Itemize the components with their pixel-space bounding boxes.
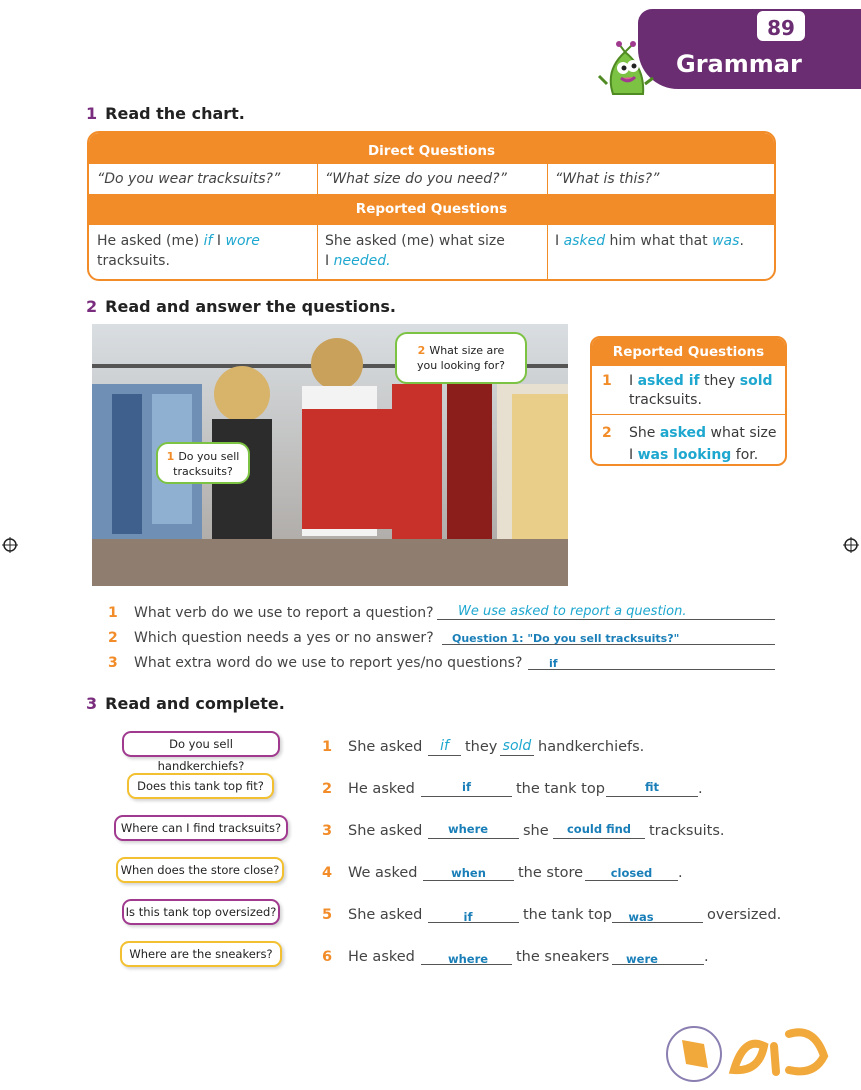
item-2-text-c: . <box>698 781 703 797</box>
item-2-answer-1: if <box>462 780 471 794</box>
answer-line-1[interactable] <box>437 619 775 620</box>
item-3-blank-1[interactable] <box>428 838 519 839</box>
item-2-answer-2: fit <box>644 780 660 794</box>
item-5-answer-1: if <box>463 910 473 924</box>
mascot-icon <box>595 40 659 104</box>
item-1-blank-2[interactable] <box>500 755 534 756</box>
section-2-number: 2 <box>86 297 98 316</box>
watermark-logo-icon <box>664 1016 844 1086</box>
question-2: 2 Which question needs a yes or no answer? <box>108 630 434 646</box>
item-3-number: 3 <box>322 823 333 839</box>
item-4-text-a: We asked <box>348 865 418 881</box>
item-1-number: 1 <box>322 739 333 755</box>
reported-box-header: Reported Questions <box>592 338 785 366</box>
speech-bubble-1: 1 Do you sell tracksuits? <box>156 442 250 484</box>
item-1-answer-2: sold <box>502 738 532 754</box>
item-4-blank-1[interactable] <box>423 880 514 881</box>
section-3-label: Read and complete. <box>105 694 285 713</box>
item-6-text-b: the sneakers <box>516 949 610 965</box>
item-4-answer-2: closed <box>610 866 653 880</box>
direct-question-2: “What size do you need?” <box>325 171 507 187</box>
registration-mark-icon <box>843 537 859 553</box>
item-2-blank-2[interactable] <box>606 796 698 797</box>
section-1-title <box>86 104 245 123</box>
registration-mark-icon <box>2 537 18 553</box>
answer-2: Question 1: "Do you sell tracksuits?" <box>452 632 680 645</box>
prompt-2: Does this tank top fit? <box>127 773 274 799</box>
item-6-text-c: . <box>704 949 709 965</box>
item-6-answer-2: were <box>626 952 658 966</box>
section-2-title <box>86 297 396 316</box>
prompt-6: Where are the sneakers? <box>120 941 282 967</box>
item-1-answer-1: if <box>440 738 449 754</box>
item-3-blank-2[interactable] <box>553 838 645 839</box>
reported-box-item-2: 2 She asked what size I was looking for. <box>602 425 777 463</box>
prompt-1: Do you sell handkerchiefs? <box>122 731 280 757</box>
reported-questions-box <box>590 336 787 466</box>
direct-question-3: “What is this?” <box>555 171 660 187</box>
item-6-text-a: He asked <box>348 949 415 965</box>
direct-questions-header: Direct Questions <box>89 133 774 164</box>
item-3-text-c: tracksuits. <box>649 823 725 839</box>
item-5-answer-2: was <box>628 910 654 924</box>
item-1-text-b: they <box>465 739 498 755</box>
answer-line-3[interactable] <box>528 669 775 670</box>
question-1: 1 What verb do we use to report a question? <box>108 605 434 621</box>
item-4-text-b: the store <box>518 865 584 881</box>
section-1-label: Read the chart. <box>105 104 245 123</box>
item-6-answer-1: where <box>447 952 489 966</box>
item-3-text-a: She asked <box>348 823 423 839</box>
item-5-text-a: She asked <box>348 907 423 923</box>
item-1-text-a: She asked <box>348 739 423 755</box>
prompt-5: Is this tank top oversized? <box>122 899 280 925</box>
item-4-blank-2[interactable] <box>585 880 678 881</box>
section-2-label: Read and answer the questions. <box>105 297 396 316</box>
direct-question-1: “Do you wear tracksuits?” <box>97 171 281 187</box>
item-2-text-b: the tank top <box>516 781 605 797</box>
item-2-text-a: He asked <box>348 781 415 797</box>
item-3-answer-1: where <box>447 822 489 836</box>
section-3-number: 3 <box>86 694 98 713</box>
reported-box-item-1: 1 I asked if they sold tracksuits. <box>602 373 773 408</box>
answer-1: We use asked to report a question. <box>458 604 687 619</box>
answer-3: if <box>549 657 558 670</box>
reported-cell-3: I asked him what that was. <box>555 233 744 249</box>
store-photo <box>92 324 568 586</box>
question-3: 3 What extra word do we use to report yes/no questions? <box>108 655 523 671</box>
item-1-blank-1[interactable] <box>428 755 461 756</box>
reported-cell-1: He asked (me) if I wore tracksuits. <box>97 233 260 269</box>
section-1-number: 1 <box>86 104 98 123</box>
page-title: Grammar <box>676 50 802 78</box>
item-3-text-b: she <box>523 823 549 839</box>
item-2-blank-1[interactable] <box>421 796 512 797</box>
item-6-number: 6 <box>322 949 333 965</box>
reported-questions-header: Reported Questions <box>89 194 774 225</box>
speech-bubble-2: 2 What size are you looking for? <box>395 332 527 384</box>
prompt-4: When does the store close? <box>116 857 284 883</box>
item-4-text-c: . <box>678 865 683 881</box>
item-5-text-c: oversized. <box>707 907 782 923</box>
item-4-number: 4 <box>322 865 333 881</box>
item-4-answer-1: when <box>451 866 486 880</box>
prompt-3: Where can I find tracksuits? <box>114 815 288 841</box>
reported-cell-2: She asked (me) what size I needed. <box>325 233 505 269</box>
item-3-answer-2: could find <box>566 822 632 836</box>
item-5-number: 5 <box>322 907 333 923</box>
grammar-chart <box>87 131 776 281</box>
section-3-title <box>86 694 285 713</box>
page-number: 89 <box>755 9 807 43</box>
item-2-number: 2 <box>322 781 333 797</box>
item-5-text-b: the tank top <box>523 907 612 923</box>
item-1-text-c: handkerchiefs. <box>538 739 645 755</box>
